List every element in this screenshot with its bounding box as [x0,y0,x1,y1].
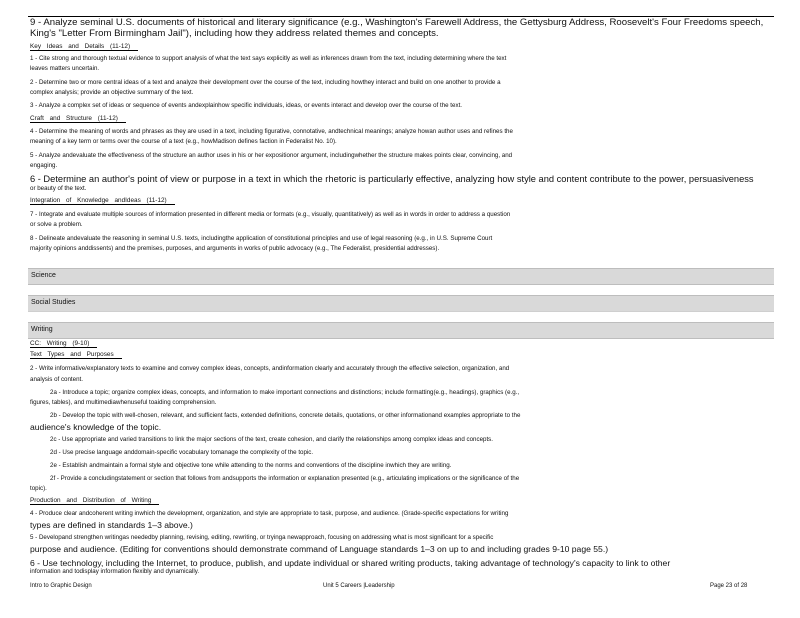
section-label-science: Science [31,272,56,279]
standard-cs-5b: engaging. [30,162,58,169]
standard-w-2e: 2e - Establish andmaintain a formal style and objective tone while attending to the norms and conventions of the discipline inwhich they are writing. [50,462,452,469]
standard-w-2b: analysis of content. [30,376,83,383]
section-rule [28,311,774,312]
footer-page-number: Page 23 of 28 [710,583,748,589]
standard-w-4b: types are defined in standards 1–3 above.) [30,520,193,530]
standard-ik-8a: 8 - Delineate andevaluate the reasoning in seminal U.S. texts, includingthe application of constitutional principles and use of legal reasoning (e.g., in U.S. Supreme Court [30,235,493,242]
standard-ki-2b: complex analysis; provide an objective summary of the text. [30,89,194,96]
standard-w-2a-ii: figures, tables), and multimediawhenuseful toaiding comprehension. [30,399,217,406]
standard-ik-8b: majority opinions anddissents) and the premises, purposes, and arguments in works of public advocacy (e.g., The Federalist, presidential addresses). [30,245,440,252]
section-band-writing [28,322,774,339]
standard-cs-4a: 4 - Determine the meaning of words and phrases as they are used in a text, including figurative, connotative, andtechnical meanings; analyze howan author uses and refines the [30,128,513,135]
footer-course-title: Intro to Graphic Design [30,583,92,589]
standard-w-2f-ii: topic). [30,485,47,492]
standard-ik-7a: 7 - Integrate and evaluate multiple sources of information presented in different media or formats (e.g., visually, quantitatively) as well as in words in order to address a question [30,211,511,218]
standard-cs-6b: or beauty of the text. [30,185,87,192]
craft-heading: Craft and Structure (11-12) [30,115,126,123]
footer-unit: Unit 5 Careers |Leadership [323,583,395,589]
standard-w-2a: 2 - Write informative/explanatory texts to examine and convey complex ideas, concepts, andinformation clearly and accurately through the effective selection, organization, and [30,365,510,372]
section-label-writing: Writing [31,326,53,333]
standard-ik-7b: or solve a problem. [30,221,83,228]
standard-ki-2a: 2 - Determine two or more central ideas of a text and analyze their development over the course of the text, including howthey interact and build on one another to provide a [30,79,501,86]
standard-ki-1b: leaves matters uncertain. [30,65,100,72]
section-band-science [28,268,774,285]
standard-cs-6a: 6 - Determine an author's point of view or purpose in a text in which the rhetoric is particularly effective, analyzing how style and content contribute to the power, persuasiveness [30,174,754,184]
standard-cs-4b: meaning of a key term or terms over the course of a text (e.g., howMadison defines faction in Federalist No. 10). [30,138,337,145]
standard-ki-1a: 1 - Cite strong and thorough textual evidence to support analysis of what the text says explicitly as well as inferences drawn from the text, including determining where the text [30,55,507,62]
standard-w-2a-i: 2a - Introduce a topic; organize complex ideas, concepts, and information to make important connections and distinctions; include formatting(e.g., headings), graphics (e.g., [50,389,520,396]
standard-w-5a: 5 - Developand strengthen writingas neededby planning, revising, editing, rewriting, or tryinga newapproach, focusing on addressing what is most significant for a specific [30,534,494,541]
standard-9-text: 9 - Analyze seminal U.S. documents of historical and literary significance (e.g., Washington's Farewell Address, the Gettysburg Address, Roosevelt's Four Freedoms speech, King's "Letter From Birmingham Jail"), including how they address related themes and concepts. [30,17,764,39]
standard-w-2b-ii: audience's knowledge of the topic. [30,422,162,432]
production-heading: Production and Distribution of Writing [30,497,159,505]
integration-heading: Integration of Knowledge andIdeas (11-12) [30,197,175,205]
standard-w-5b: purpose and audience. (Editing for conventions should demonstrate command of Language standards 1–3 on up to and including grades 9-10 page 55.) [30,544,609,554]
standard-w-6a: 6 - Use technology, including the Internet, to produce, publish, and update individual or shared writing products, taking advantage of technology's capacity to link to other [30,558,671,568]
standard-cs-5a: 5 - Analyze andevaluate the effectiveness of the structure an author uses in his or her expositionor argument, includingwhether the structure makes points clear, convincing, and [30,152,513,159]
text-types-heading: Text Types and Purposes [30,351,122,359]
standard-w-2d: 2d - Use precise language anddomain-specific vocabulary tomanage the complexity of the topic. [50,449,314,456]
key-ideas-heading: Key Ideas and Details (11-12) [30,43,138,51]
standard-w-2b-i: 2b - Develop the topic with well-chosen, relevant, and sufficient facts, extended definitions, concrete details, quotations, or other informationand examples appropriate to the [50,412,521,419]
cc-writing-heading: CC: Writing (9-10) [30,340,97,348]
standard-w-4a: 4 - Produce clear andcoherent writing inwhich the development, organization, and style are appropriate to task, purpose, and audience. (Grade-specific expectations for writing [30,510,509,517]
standard-w-2c: 2c - Use appropriate and varied transitions to link the major sections of the text, create cohesion, and clarify the relationships among complex ideas and concepts. [50,436,493,443]
standard-w-2f-i: 2f - Provide a concludingstatement or section that follows from andsupports the information or explanation presented (e.g., articulating implications or the significance of the [50,475,520,482]
section-band-social-studies [28,295,774,312]
standard-w-6b: information and todisplay information flexibly and dynamically. [30,568,200,575]
section-label-social-studies: Social Studies [31,299,76,306]
standard-ki-3: 3 - Analyze a complex set of ideas or sequence of events andexplainhow specific individuals, ideas, or events interact and develop over the course of the text. [30,102,463,109]
